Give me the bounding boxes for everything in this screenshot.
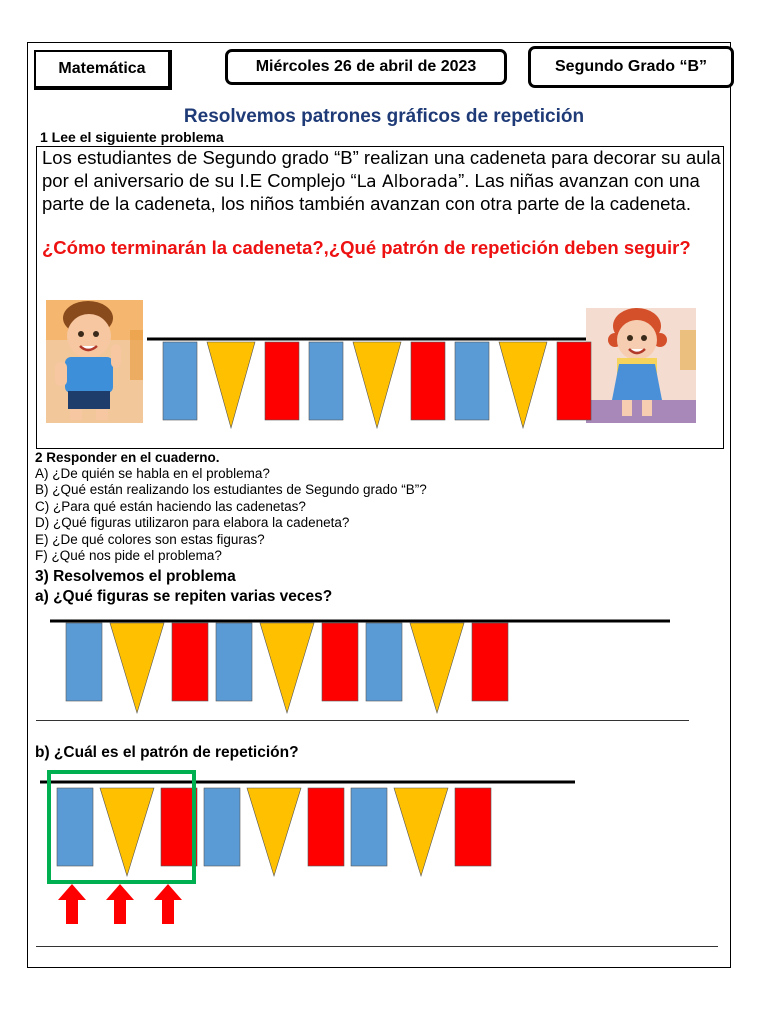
top-garland-rectangle: [557, 342, 591, 420]
section1-label: 1 Lee el siguiente problema: [40, 129, 224, 145]
b-garland-triangle: [394, 788, 448, 876]
up-arrow-icon: [154, 884, 182, 924]
subject-box: Matemática: [34, 50, 172, 90]
a-garland-rectangle: [216, 623, 252, 701]
b-garland-rectangle: [204, 788, 240, 866]
top-garland-triangle: [207, 342, 255, 428]
top-garland-triangle: [353, 342, 401, 428]
a-garland-triangle: [410, 623, 464, 713]
top-garland-rectangle: [265, 342, 299, 420]
b-garland-rectangle: [308, 788, 344, 866]
question-f: F) ¿Qué nos pide el problema?: [35, 548, 222, 564]
question-e: E) ¿De qué colores son estas figuras?: [35, 531, 265, 547]
question-c: C) ¿Para qué están haciendo las cadenetas?: [35, 498, 306, 514]
problem-text-start: Los estudiantes de Segundo grado “B” realizan una cadeneta para decorar su aula por el aniversario de su I.E Complejo “: [42, 147, 721, 191]
b-garland-rectangle: [351, 788, 387, 866]
a-garland-rectangle: [472, 623, 508, 701]
problem-question: ¿Cómo terminarán la cadeneta?,¿Qué patrón de repetición deben seguir?: [42, 237, 691, 258]
top-garland-rectangle: [411, 342, 445, 420]
question-d: D) ¿Qué figuras utilizaron para elabora la cadeneta?: [35, 515, 350, 531]
b-garland-triangle: [247, 788, 301, 876]
top-garland-rectangle: [163, 342, 197, 420]
b-garland-triangle: [100, 788, 154, 876]
date-box: Miércoles 26 de abril de 2023: [225, 49, 507, 85]
a-garland-triangle: [110, 623, 164, 713]
top-garland-rectangle: [455, 342, 489, 420]
question-pattern: b) ¿Cuál es el patrón de repetición?: [35, 744, 299, 761]
page-title: Resolvemos patrones gráficos de repetición: [183, 106, 585, 127]
b-garland-rectangle: [455, 788, 491, 866]
a-garland-rectangle: [66, 623, 102, 701]
question-b: B) ¿Qué están realizando los estudiantes de Segundo grado “B”?: [35, 482, 427, 498]
a-garland-rectangle: [322, 623, 358, 701]
top-garland-rectangle: [309, 342, 343, 420]
top-garland-triangle: [499, 342, 547, 428]
a-garland-triangle: [260, 623, 314, 713]
up-arrow-icon: [58, 884, 86, 924]
a-garland-rectangle: [366, 623, 402, 701]
a-garland-rectangle: [172, 623, 208, 701]
school-name: La Alborada: [356, 171, 459, 192]
problem-text-end: ”. Las niñas avanzan con una parte de la cadeneta, los niños también avanzan con otra parte de la cadeneta.: [42, 169, 700, 214]
grade-box: Segundo Grado “B”: [528, 46, 734, 88]
up-arrow-icon: [106, 884, 134, 924]
section3-label: 3) Resolvemos el problema: [35, 568, 236, 585]
b-garland-rectangle: [57, 788, 93, 866]
b-garland-rectangle: [161, 788, 197, 866]
section2-label: 2 Responder en el cuaderno.: [35, 450, 220, 465]
question-figures-repeat: a) ¿Qué figuras se repiten varias veces?: [35, 588, 333, 605]
question-a: A) ¿De quién se habla en el problema?: [35, 466, 270, 481]
